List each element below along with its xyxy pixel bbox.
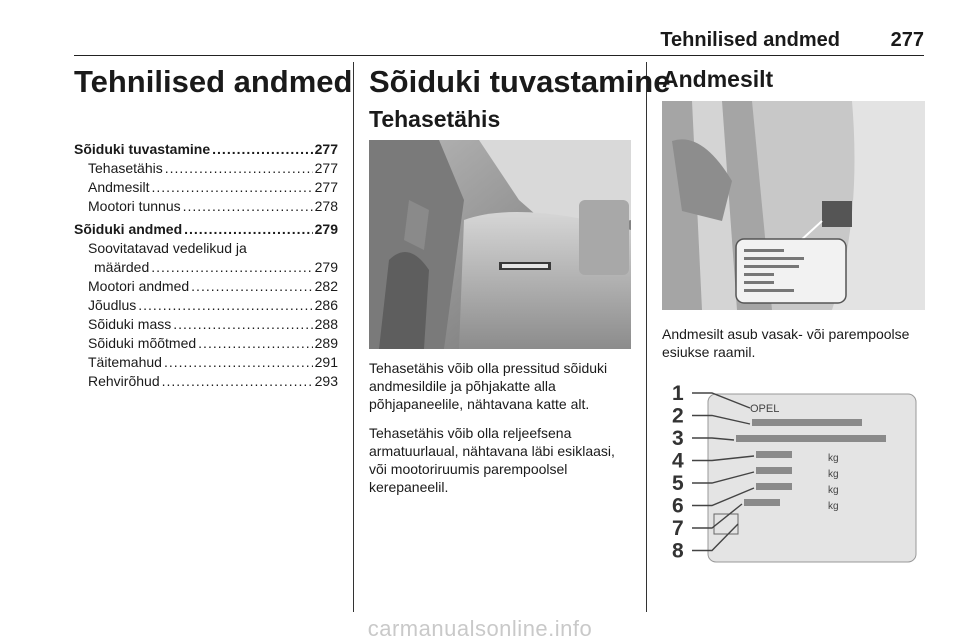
toc-item[interactable]	[74, 353, 338, 372]
toc-item-label: Sõiduki mõõtmed	[88, 335, 197, 351]
andmesilt-title: Andmesilt	[662, 66, 774, 92]
toc-item-label: Mootori andmed	[88, 278, 190, 294]
toc-item-page: 286	[314, 297, 338, 313]
toc-item-label: Täitemahud	[88, 354, 162, 370]
data-plate-svg	[662, 364, 925, 579]
plate-callout-number: 7	[672, 517, 684, 540]
plate-text-line	[756, 483, 792, 490]
plate-callout-number: 5	[672, 472, 684, 495]
section-title: Sõiduki tuvastamine	[369, 64, 671, 99]
plate-text-line	[736, 435, 886, 442]
toc-item-page: 279	[314, 259, 338, 275]
toc-item-page: 289	[314, 335, 338, 351]
plate-unit-label: kg	[828, 453, 839, 464]
toc-item-label: Rehvirõhud	[88, 373, 160, 389]
watermark: carmanualsonline.info	[367, 616, 593, 641]
plate-callout-number: 8	[672, 539, 684, 563]
paragraph-2: Tehasetähis võib olla reljeefsena armatuurlaual, nähtavana läbi esiklaasi, või mootoriruumis parempoolsel kerepaneelil.	[369, 425, 615, 495]
toc-item[interactable]	[74, 372, 338, 391]
toc-item-label: määrded	[94, 259, 150, 275]
chapter-title: Tehnilised andmed	[74, 64, 353, 99]
toc-item-label: Jõudlus	[88, 297, 137, 313]
plate-unit-label: kg	[828, 501, 839, 512]
plate-text-line	[752, 419, 862, 426]
toc-item[interactable]	[74, 258, 338, 277]
plate-callout-number: 2	[672, 404, 684, 428]
toc-item-page: 277	[314, 179, 338, 195]
plate-callout-number: 6	[672, 494, 684, 518]
toc-item-leader	[164, 353, 313, 372]
vin-floor-illustration	[369, 140, 631, 349]
toc-item-page: 293	[314, 373, 338, 389]
subsection-title: Tehasetähis	[369, 106, 501, 132]
toc-item-leader	[165, 159, 313, 178]
toc-item[interactable]	[74, 178, 338, 197]
toc-item[interactable]	[74, 220, 338, 239]
toc-item-leader	[198, 334, 312, 353]
andmesilt-paragraph: Andmesilt asub vasak- või parempoolse esiukse raamil.	[662, 326, 910, 360]
toc-item-leader	[162, 372, 313, 391]
plate-callout-number: 1	[672, 382, 684, 405]
toc-item[interactable]	[74, 277, 338, 296]
toc-item-label: Sõiduki andmed	[74, 221, 183, 237]
toc-item-label: Mootori tunnus	[88, 198, 181, 214]
plate-callout-number: 4	[672, 449, 684, 473]
toc-item[interactable]	[74, 296, 338, 315]
toc-item-leader	[173, 315, 312, 334]
plate-text-line	[744, 499, 780, 506]
toc-item-label: Sõiduki mass	[88, 316, 172, 332]
toc-item-leader	[183, 197, 313, 216]
photo-door-pillar	[662, 101, 925, 310]
toc-item-leader	[191, 277, 312, 296]
toc-item-page: 279	[314, 221, 338, 237]
header-title: Tehnilised andmed	[660, 29, 840, 51]
toc-item-leader	[151, 178, 312, 197]
toc-item-leader	[138, 296, 312, 315]
toc-item[interactable]	[74, 197, 338, 216]
toc-item-page: 282	[314, 278, 338, 294]
table-of-contents	[74, 140, 338, 391]
toc-item-leader	[184, 220, 313, 239]
plate-callout-number: 3	[672, 427, 684, 450]
door-pillar-illustration	[662, 101, 925, 310]
photo-vin-floor	[369, 140, 631, 349]
toc-item-page: 291	[314, 354, 338, 370]
toc-item[interactable]	[74, 334, 338, 353]
toc-item-page: 277	[314, 160, 338, 176]
data-plate-diagram	[662, 364, 925, 579]
toc-item[interactable]	[74, 239, 338, 258]
header-page-number: 277	[890, 29, 924, 51]
toc-item-leader	[151, 258, 312, 277]
toc-item-label: Sõiduki tuvastamine	[74, 141, 211, 157]
toc-item-label: Soovitatavad vedelikud ja	[88, 240, 247, 256]
page-header	[0, 27, 960, 55]
column-divider-left	[353, 62, 354, 612]
toc-item[interactable]	[74, 159, 338, 178]
plate-text-line	[756, 467, 792, 474]
header-rule	[74, 55, 924, 56]
toc-item-page: 277	[314, 141, 338, 157]
toc-item-label: Andmesilt	[88, 179, 150, 195]
plate-text-line	[756, 451, 792, 458]
toc-item-page: 288	[314, 316, 338, 332]
toc-item[interactable]	[74, 315, 338, 334]
toc-item-leader	[212, 140, 312, 159]
plate-unit-label: kg	[828, 485, 839, 496]
paragraph-1: Tehasetähis võib olla pressitud sõiduki andmesildile ja põhjakatte alla põhjapaneelile, nähtavana katte alt.	[369, 360, 608, 412]
toc-item-page: 278	[314, 198, 338, 214]
plate-brand-text: OPEL	[750, 403, 780, 415]
column-divider-right	[646, 62, 647, 612]
toc-item-label: Tehasetähis	[88, 160, 163, 176]
toc-item[interactable]	[74, 140, 338, 159]
plate-unit-label: kg	[828, 469, 839, 480]
